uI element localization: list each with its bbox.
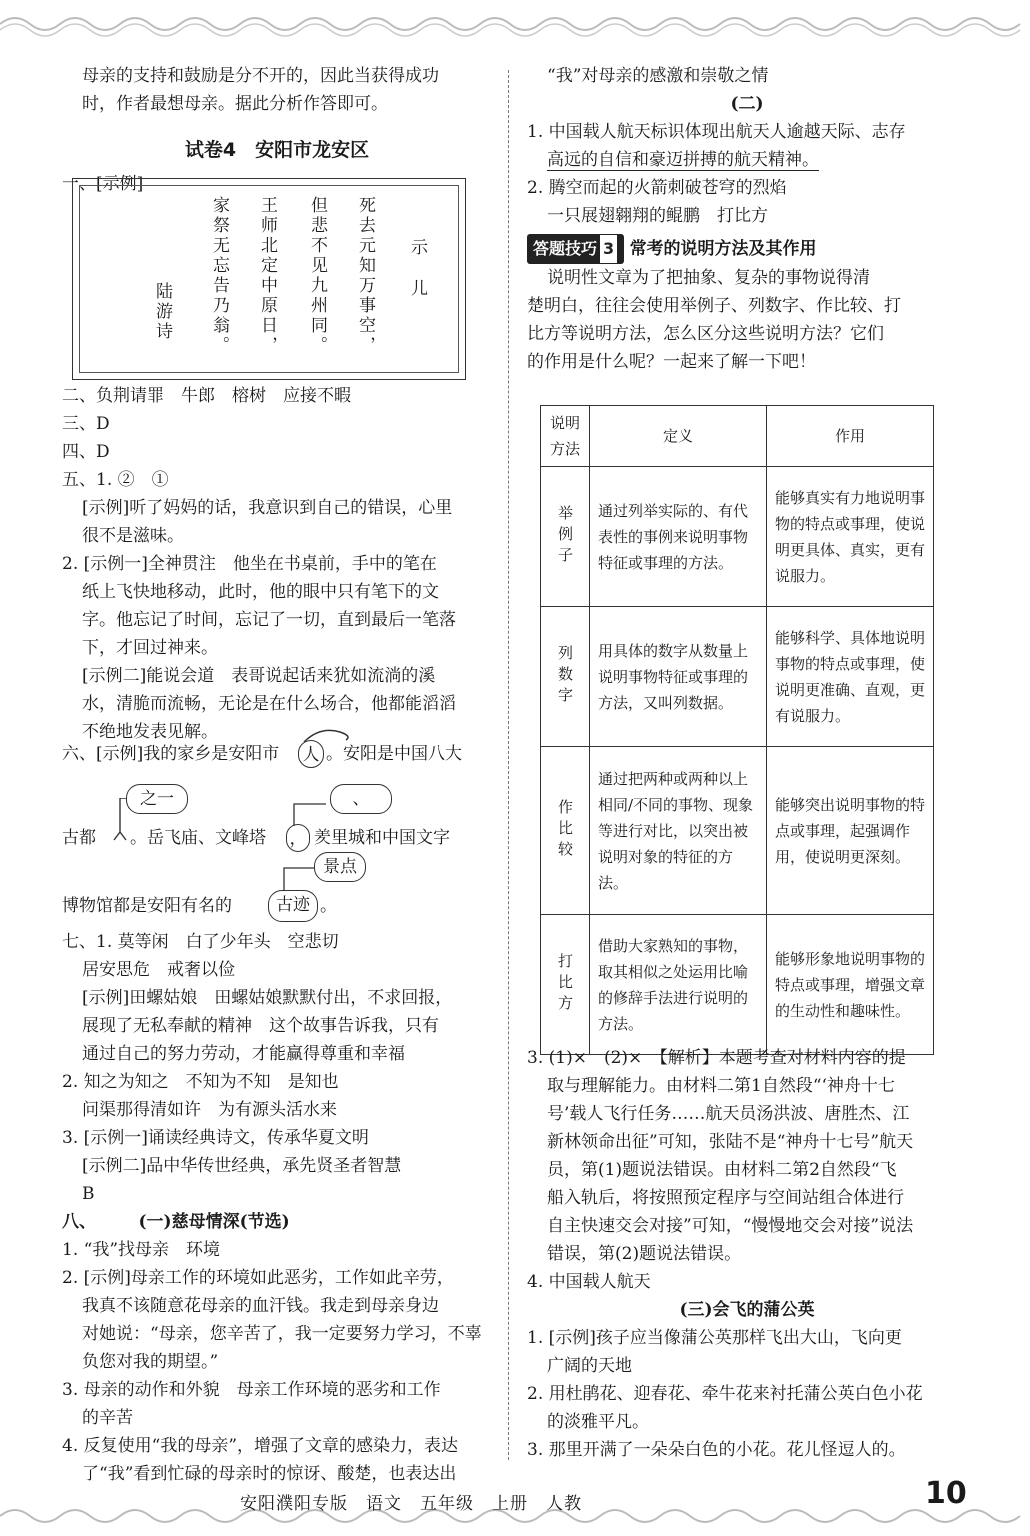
table-row	[541, 747, 934, 915]
poem-box	[72, 178, 466, 380]
q6-box-dun: 、	[330, 784, 392, 814]
answer-line: 纸上飞快地移动，此时，他的眼中只有笔下的文	[82, 582, 439, 602]
section-2-heading: (二)	[730, 94, 764, 114]
poem-title: 示儿	[407, 238, 427, 320]
answer-line: 居安思危 戒奢以俭	[82, 960, 235, 980]
answer-q5: 五、1. ② ①	[62, 470, 169, 490]
poem-line: 但悲不见九州同。	[307, 196, 327, 356]
answer-line: 通过自己的努力劳动，才能赢得尊重和幸福	[82, 1044, 405, 1064]
tech-intro-line: 的作用是什么呢？一起来了解一下吧！	[527, 352, 816, 372]
answer-line: 4. 中国载人航天	[527, 1272, 651, 1292]
answer-q4: 四、D	[62, 442, 110, 462]
answer-line: [示例二]能说会道 表哥说起话来犹如流淌的溪	[82, 666, 436, 686]
underlined-answer: 高远的自信和豪迈拼搏的航天精神。	[547, 150, 819, 170]
answer-line: 员，第(1)题说法错误。由材料二第2自然段“飞	[547, 1160, 897, 1180]
q6-line2c: 羑里城和中国文字	[314, 828, 450, 848]
table-cell-def: 通过把两种或两种以上相同/不同的事物、现象等进行对比，以突出被说明对象的特征的方法。	[590, 747, 767, 915]
q8-heading: 八、 (一)慈母情深(节选)	[62, 1212, 290, 1232]
answer-line: 2. 用杜鹃花、迎春花、牵牛花来衬托蒲公英白色小花	[527, 1384, 923, 1404]
table-row	[541, 607, 934, 747]
q1-label: 一、[示例]	[62, 174, 144, 194]
answer-line: 2. [示例一]全神贯注 他坐在书桌前，手中的笔在	[62, 554, 437, 574]
footer-text: 安阳濮阳专版 语文 五年级 上册 人教	[240, 1494, 582, 1514]
intro-line: 母亲的支持和鼓励是分不开的，因此当获得成功	[82, 66, 439, 86]
answer-line: 的辛苦	[82, 1408, 133, 1428]
table-cell-def: 通过列举实际的、有代表性的事例来说明事物特征或事理的方法。	[590, 467, 767, 607]
table-header: 作用	[767, 406, 934, 467]
right-answers	[527, 1044, 967, 1464]
q6-box-comma: ，	[286, 824, 310, 852]
answer-q3: 三、D	[62, 414, 110, 434]
q6-line2b: 。岳飞庙、文峰塔	[130, 828, 266, 848]
table-cell-use: 能够突出说明事物的特点或事理，起强调作用，使说明更深刻。	[767, 747, 934, 915]
answer-line: 2. 腾空而起的火箭刺破苍穹的烈焰	[527, 178, 787, 198]
answer-line: 不绝地发表见解。	[82, 722, 218, 742]
answer-line: 一只展翅翱翔的鲲鹏 打比方	[547, 206, 768, 226]
caret-icon	[110, 798, 130, 848]
q6-box-zhiyi: 之一	[126, 784, 188, 814]
answer-q2: 二、负荆请罪 牛郎 榕树 应接不暇	[62, 386, 351, 406]
tech-intro-line: 说明性文章为了把抽象、复杂的事物说得清	[547, 268, 870, 288]
answer-line: 问渠那得清如许 为有源头活水来	[82, 1100, 337, 1120]
q6-line3b: 。	[320, 896, 337, 916]
answer-line: 2. 知之为知之 不知为不知 是知也	[62, 1072, 339, 1092]
tech-title: 常考的说明方法及其作用	[629, 239, 817, 259]
answer-line: 广阔的天地	[547, 1356, 632, 1376]
answer-line: [示例二]品中华传世经典，承先贤圣者智慧	[82, 1156, 402, 1176]
tech-intro-line: 比方等说明方法，怎么区分这些说明方法？它们	[527, 324, 884, 344]
table-cell-method: 列数字	[541, 607, 590, 747]
q6-box-guji: 古迹	[268, 890, 318, 922]
answer-line: 错误，第(2)题说法错误。	[547, 1244, 742, 1264]
answer-line: 字。他忘记了时间，忘记了一切，直到最后一笔落	[82, 610, 456, 630]
tech-badge: 答题技巧 3	[527, 234, 624, 264]
answer-line: 1. [示例]孩子应当像蒲公英那样飞出大山，飞向更	[527, 1328, 902, 1348]
table-row	[541, 467, 934, 607]
tech-header	[527, 234, 967, 264]
answer-line: 3. 那里开满了一朵朵白色的小花。花儿怪逗人的。	[527, 1440, 906, 1460]
left-answers-b	[62, 928, 492, 1488]
answer-line: 下，才回过神来。	[82, 638, 218, 658]
answer-line: 展现了无私奉献的精神 这个故事告诉我，只有	[82, 1016, 439, 1036]
answer-line: 自主快速交会对接”可知，“慢慢地交会对接”说法	[547, 1216, 914, 1236]
tech-number: 3	[599, 234, 618, 264]
right-column	[527, 62, 967, 376]
poem-author: 陆游诗	[152, 282, 172, 342]
insertion-mark-icon	[300, 726, 360, 746]
top-wave-border	[0, 8, 1030, 40]
exam-title: 试卷4 安阳市龙安区	[184, 139, 370, 161]
q6-line2a: 古都	[62, 828, 96, 848]
answer-line: 3. [示例一]诵读经典诗文，传承华夏文明	[62, 1128, 369, 1148]
answer-line: 负您对我的期望。”	[82, 1352, 219, 1372]
table-header-row	[541, 406, 934, 467]
right-top-line: “我”对母亲的感激和崇敬之情	[547, 66, 769, 86]
methods-table	[540, 405, 934, 1055]
answer-line: 号’载人飞行任务……航天员汤洪波、唐胜杰、江	[547, 1104, 910, 1124]
answer-line: 对她说：“母亲，您辛苦了，我一定要努力学习，不辜	[82, 1324, 482, 1344]
answer-line: 3. 母亲的动作和外貌 母亲工作环境的恶劣和工作	[62, 1380, 441, 1400]
section-3-heading: (三)会飞的蒲公英	[679, 1300, 815, 1320]
answer-line: 1. 中国载人航天标识体现出航天人逾越天际、志存	[527, 122, 906, 142]
q6-box-jingdian: 景点	[314, 852, 366, 882]
answer-line: 很不是滋味。	[82, 526, 184, 546]
q6-line1-tail: 。安阳是中国八大	[326, 744, 462, 764]
q6-correction	[62, 740, 492, 930]
table-header: 说明方法	[541, 406, 590, 467]
table-cell-def: 借助大家熟知的事物，取其相似之处运用比喻的修辞手法进行说明的方法。	[590, 915, 767, 1055]
answer-q7: 七、1. 莫等闲 白了少年头 空悲切	[62, 932, 339, 952]
q6-box-ren: 人	[298, 740, 324, 768]
answer-line: 水，清脆而流畅，无论是在什么场合，他都能滔滔	[82, 694, 456, 714]
answer-line: 新林领命出征”可知，张陆不是“神舟十七号”航天	[547, 1132, 914, 1152]
intro-line: 时，作者最想母亲。据此分析作答即可。	[82, 94, 388, 114]
answer-line: 了“我”看到忙碌的母亲时的惊讶、酸楚，也表达出	[82, 1464, 457, 1484]
answer-line: 船入轨后，将按照预定程序与空间站组合体进行	[547, 1188, 904, 1208]
table-cell-method: 作比较	[541, 747, 590, 915]
answer-line: [示例]听了妈妈的话，我意识到自己的错误，心里	[82, 498, 453, 518]
answer-line: B	[82, 1184, 95, 1204]
poem-line: 死去元知万事空，	[355, 196, 375, 356]
table-cell-use: 能够科学、具体地说明事物的特点或事理，使说明更准确、直观，更有说服力。	[767, 607, 934, 747]
answer-line: 2. [示例]母亲工作的环境如此恶劣，工作如此辛劳，	[62, 1268, 454, 1288]
answer-line: [示例]田螺姑娘 田螺姑娘默默付出，不求回报，	[82, 988, 453, 1008]
answer-line: 3. (1)× (2)× 【解析】本题考查对材料内容的提	[527, 1048, 906, 1068]
table-cell-use: 能够真实有力地说明事物的特点或事理，使说明更具体、真实，更有说服力。	[767, 467, 934, 607]
poem-line: 家祭无忘告乃翁。	[209, 196, 229, 356]
table-cell-def: 用具体的数字从数量上说明事物特征或事理的方法，又叫列数据。	[590, 607, 767, 747]
answer-line: 的淡雅平凡。	[547, 1412, 649, 1432]
q6-line1: 六、[示例]我的家乡是安阳市	[62, 744, 280, 764]
q6-line3a: 博物馆都是安阳有名的	[62, 896, 232, 916]
answer-line: 我真不该随意花母亲的血汗钱。我走到母亲身边	[82, 1296, 439, 1316]
table-cell-method: 打比方	[541, 915, 590, 1055]
left-answers-a	[62, 382, 492, 746]
tech-intro-line: 楚明白，往往会使用举例子、列数字、作比较、打	[527, 296, 901, 316]
answer-line: 1. “我”找母亲 环境	[62, 1240, 221, 1260]
column-divider	[508, 70, 509, 1460]
table-cell-method: 举例子	[541, 467, 590, 607]
table-cell-use: 能够形象地说明事物的特点或事理，增强文章的生动性和趣味性。	[767, 915, 934, 1055]
poem-line: 王师北定中原日，	[257, 196, 277, 356]
answer-line: 取与理解能力。由材料二第1自然段“‘神舟十七	[547, 1076, 895, 1096]
table-header: 定义	[590, 406, 767, 467]
answer-line: 4. 反复使用“我的母亲”，增强了文章的感染力，表达	[62, 1436, 459, 1456]
table-row	[541, 915, 934, 1055]
page-number: 10	[925, 1476, 967, 1511]
